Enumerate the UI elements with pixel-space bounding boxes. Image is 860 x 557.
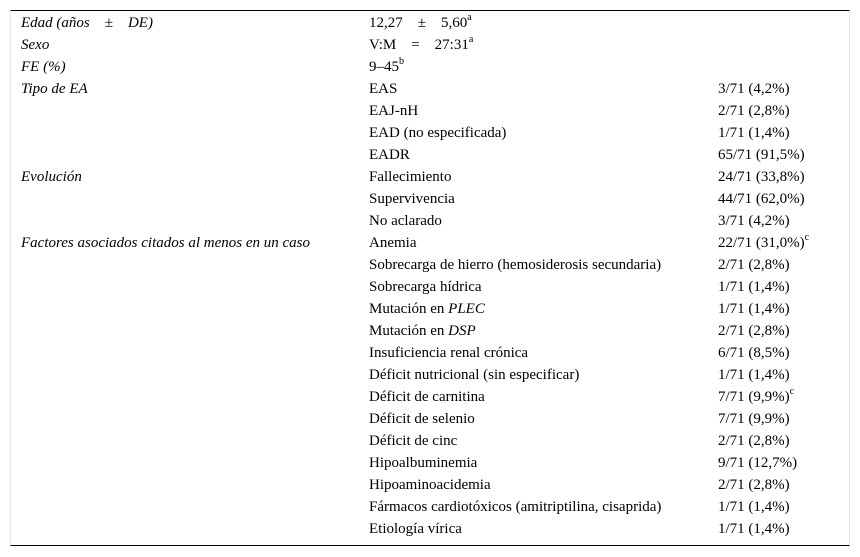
row-value	[369, 276, 718, 298]
row-value-text: 9–45	[369, 59, 399, 75]
table-row	[10, 166, 850, 188]
row-count	[718, 430, 850, 452]
table-row	[10, 320, 850, 342]
table-row	[10, 386, 850, 408]
row-count	[718, 474, 850, 496]
row-count-text: 1/71 (1,4%)	[718, 499, 790, 515]
table-body	[10, 12, 850, 540]
row-label: Sexo	[21, 37, 50, 53]
row-label: Factores asociados citados al menos en un caso	[21, 235, 310, 251]
footnote-marker: c	[804, 232, 810, 243]
table-row	[10, 100, 850, 122]
table-row	[10, 34, 850, 56]
row-count	[718, 254, 850, 276]
row-label	[10, 144, 369, 166]
row-count-text: 44/71 (62,0%)	[718, 191, 805, 207]
row-count-text: 1/71 (1,4%)	[718, 279, 790, 295]
row-count-text: 1/71 (1,4%)	[718, 367, 790, 383]
table-row	[10, 342, 850, 364]
row-count	[718, 496, 850, 518]
row-value	[369, 34, 718, 56]
row-label	[10, 430, 369, 452]
row-value-text: Déficit de carnitina	[369, 389, 485, 405]
row-value-text: Sobrecarga de hierro (hemosiderosis secundaria)	[369, 257, 662, 273]
row-count	[718, 144, 850, 166]
gene-name: DSP	[448, 323, 476, 339]
table-row	[10, 210, 850, 232]
row-value-text: Etiología vírica	[369, 521, 462, 537]
row-value-text: Mutación en	[369, 323, 449, 339]
row-value-text: Fallecimiento	[369, 169, 452, 185]
table-row	[10, 144, 850, 166]
row-count-text: 7/71 (9,9%)	[718, 389, 790, 405]
row-label	[10, 100, 369, 122]
row-count-text: 9/71 (12,7%)	[718, 455, 798, 471]
row-label: FE (%)	[21, 59, 66, 75]
table-row	[10, 232, 850, 254]
row-value	[369, 430, 718, 452]
row-count	[718, 298, 850, 320]
row-value-text: Supervivencia	[369, 191, 455, 207]
row-label: Evolución	[21, 169, 82, 185]
row-value-text: Déficit nutricional (sin especificar)	[369, 367, 580, 383]
row-count-text: 22/71 (31,0%)	[718, 235, 805, 251]
row-count	[718, 320, 850, 342]
row-count	[718, 12, 850, 34]
row-value	[369, 78, 718, 100]
row-value-text: Insuficiencia renal crónica	[369, 345, 529, 361]
row-count-text: 2/71 (2,8%)	[718, 257, 790, 273]
row-value-text: Anemia	[369, 235, 417, 251]
row-label	[10, 496, 369, 518]
row-value	[369, 210, 718, 232]
table-row	[10, 56, 850, 78]
row-label: Tipo de EA	[21, 81, 88, 97]
row-label	[10, 452, 369, 474]
row-count-text: 2/71 (2,8%)	[718, 103, 790, 119]
table-row	[10, 188, 850, 210]
row-count	[718, 56, 850, 78]
row-value	[369, 254, 718, 276]
row-value	[369, 386, 718, 408]
row-label	[10, 122, 369, 144]
row-label	[10, 210, 369, 232]
row-count-text: 2/71 (2,8%)	[718, 323, 790, 339]
row-value-text: EAJ-nH	[369, 103, 419, 119]
row-value	[369, 166, 718, 188]
table-row	[10, 78, 850, 100]
row-count	[718, 78, 850, 100]
row-count-text: 65/71 (91,5%)	[718, 147, 805, 163]
row-value-text: No aclarado	[369, 213, 442, 229]
row-label	[10, 276, 369, 298]
table-row	[10, 474, 850, 496]
row-count-text: 24/71 (33,8%)	[718, 169, 805, 185]
row-label	[10, 408, 369, 430]
row-value-text: EAD (no especificada)	[369, 125, 507, 141]
footnote-marker: c	[789, 386, 795, 397]
row-label: Edad (años ± DE)	[21, 15, 153, 31]
row-count	[718, 122, 850, 144]
gene-name: PLEC	[448, 301, 485, 317]
row-value	[369, 452, 718, 474]
row-count	[718, 232, 850, 254]
row-count	[718, 100, 850, 122]
row-value	[369, 12, 718, 34]
row-count	[718, 518, 850, 540]
footnote-marker: a	[467, 12, 472, 23]
table-row	[10, 518, 850, 540]
row-value	[369, 518, 718, 540]
row-value-text: Hipoalbuminemia	[369, 455, 478, 471]
row-count	[718, 276, 850, 298]
table-row	[10, 276, 850, 298]
row-value-text: Déficit de selenio	[369, 411, 475, 427]
row-label	[10, 342, 369, 364]
row-value	[369, 100, 718, 122]
row-value-text: 12,27 ± 5,60	[369, 15, 468, 31]
row-count-text: 2/71 (2,8%)	[718, 477, 790, 493]
row-value	[369, 122, 718, 144]
table-row	[10, 452, 850, 474]
table-row	[10, 364, 850, 386]
row-label	[10, 254, 369, 276]
table-row	[10, 254, 850, 276]
row-value-text: Sobrecarga hídrica	[369, 279, 482, 295]
row-count-text: 6/71 (8,5%)	[718, 345, 790, 361]
row-count-text: 1/71 (1,4%)	[718, 521, 790, 537]
row-label	[10, 298, 369, 320]
table-row	[10, 298, 850, 320]
table-row	[10, 12, 850, 34]
row-count	[718, 34, 850, 56]
table-row	[10, 408, 850, 430]
row-value-text: Hipoaminoacidemia	[369, 477, 491, 493]
row-label	[10, 386, 369, 408]
table-row	[10, 496, 850, 518]
row-count-text: 1/71 (1,4%)	[718, 301, 790, 317]
row-value	[369, 56, 718, 78]
row-count	[718, 166, 850, 188]
row-count	[718, 408, 850, 430]
row-value	[369, 232, 718, 254]
row-value	[369, 320, 718, 342]
row-value	[369, 342, 718, 364]
row-count-text: 7/71 (9,9%)	[718, 411, 790, 427]
row-count	[718, 452, 850, 474]
row-value	[369, 188, 718, 210]
row-value	[369, 474, 718, 496]
row-value-text: EAS	[369, 81, 398, 97]
table-row	[10, 430, 850, 452]
row-count-text: 2/71 (2,8%)	[718, 433, 790, 449]
row-count	[718, 364, 850, 386]
row-label	[10, 188, 369, 210]
row-label	[10, 320, 369, 342]
row-label	[10, 364, 369, 386]
row-label	[10, 474, 369, 496]
row-count-text: 3/71 (4,2%)	[718, 213, 790, 229]
row-count-text: 1/71 (1,4%)	[718, 125, 790, 141]
row-value-text: V:M = 27:31	[369, 37, 469, 53]
row-value	[369, 496, 718, 518]
row-label	[10, 518, 369, 540]
row-count-text: 3/71 (4,2%)	[718, 81, 790, 97]
row-value-text: Mutación en	[369, 301, 449, 317]
table-row	[10, 122, 850, 144]
row-count	[718, 188, 850, 210]
row-count	[718, 386, 850, 408]
row-value-text: EADR	[369, 147, 410, 163]
row-value	[369, 364, 718, 386]
row-value	[369, 144, 718, 166]
row-count	[718, 210, 850, 232]
footnote-marker: b	[399, 56, 404, 67]
row-value-text: Fármacos cardiotóxicos (amitriptilina, cisaprida)	[369, 499, 662, 515]
footnote-marker: a	[468, 34, 474, 45]
data-table	[10, 12, 850, 540]
row-count	[718, 342, 850, 364]
row-value	[369, 408, 718, 430]
row-value-text: Déficit de cinc	[369, 433, 458, 449]
row-value	[369, 298, 718, 320]
